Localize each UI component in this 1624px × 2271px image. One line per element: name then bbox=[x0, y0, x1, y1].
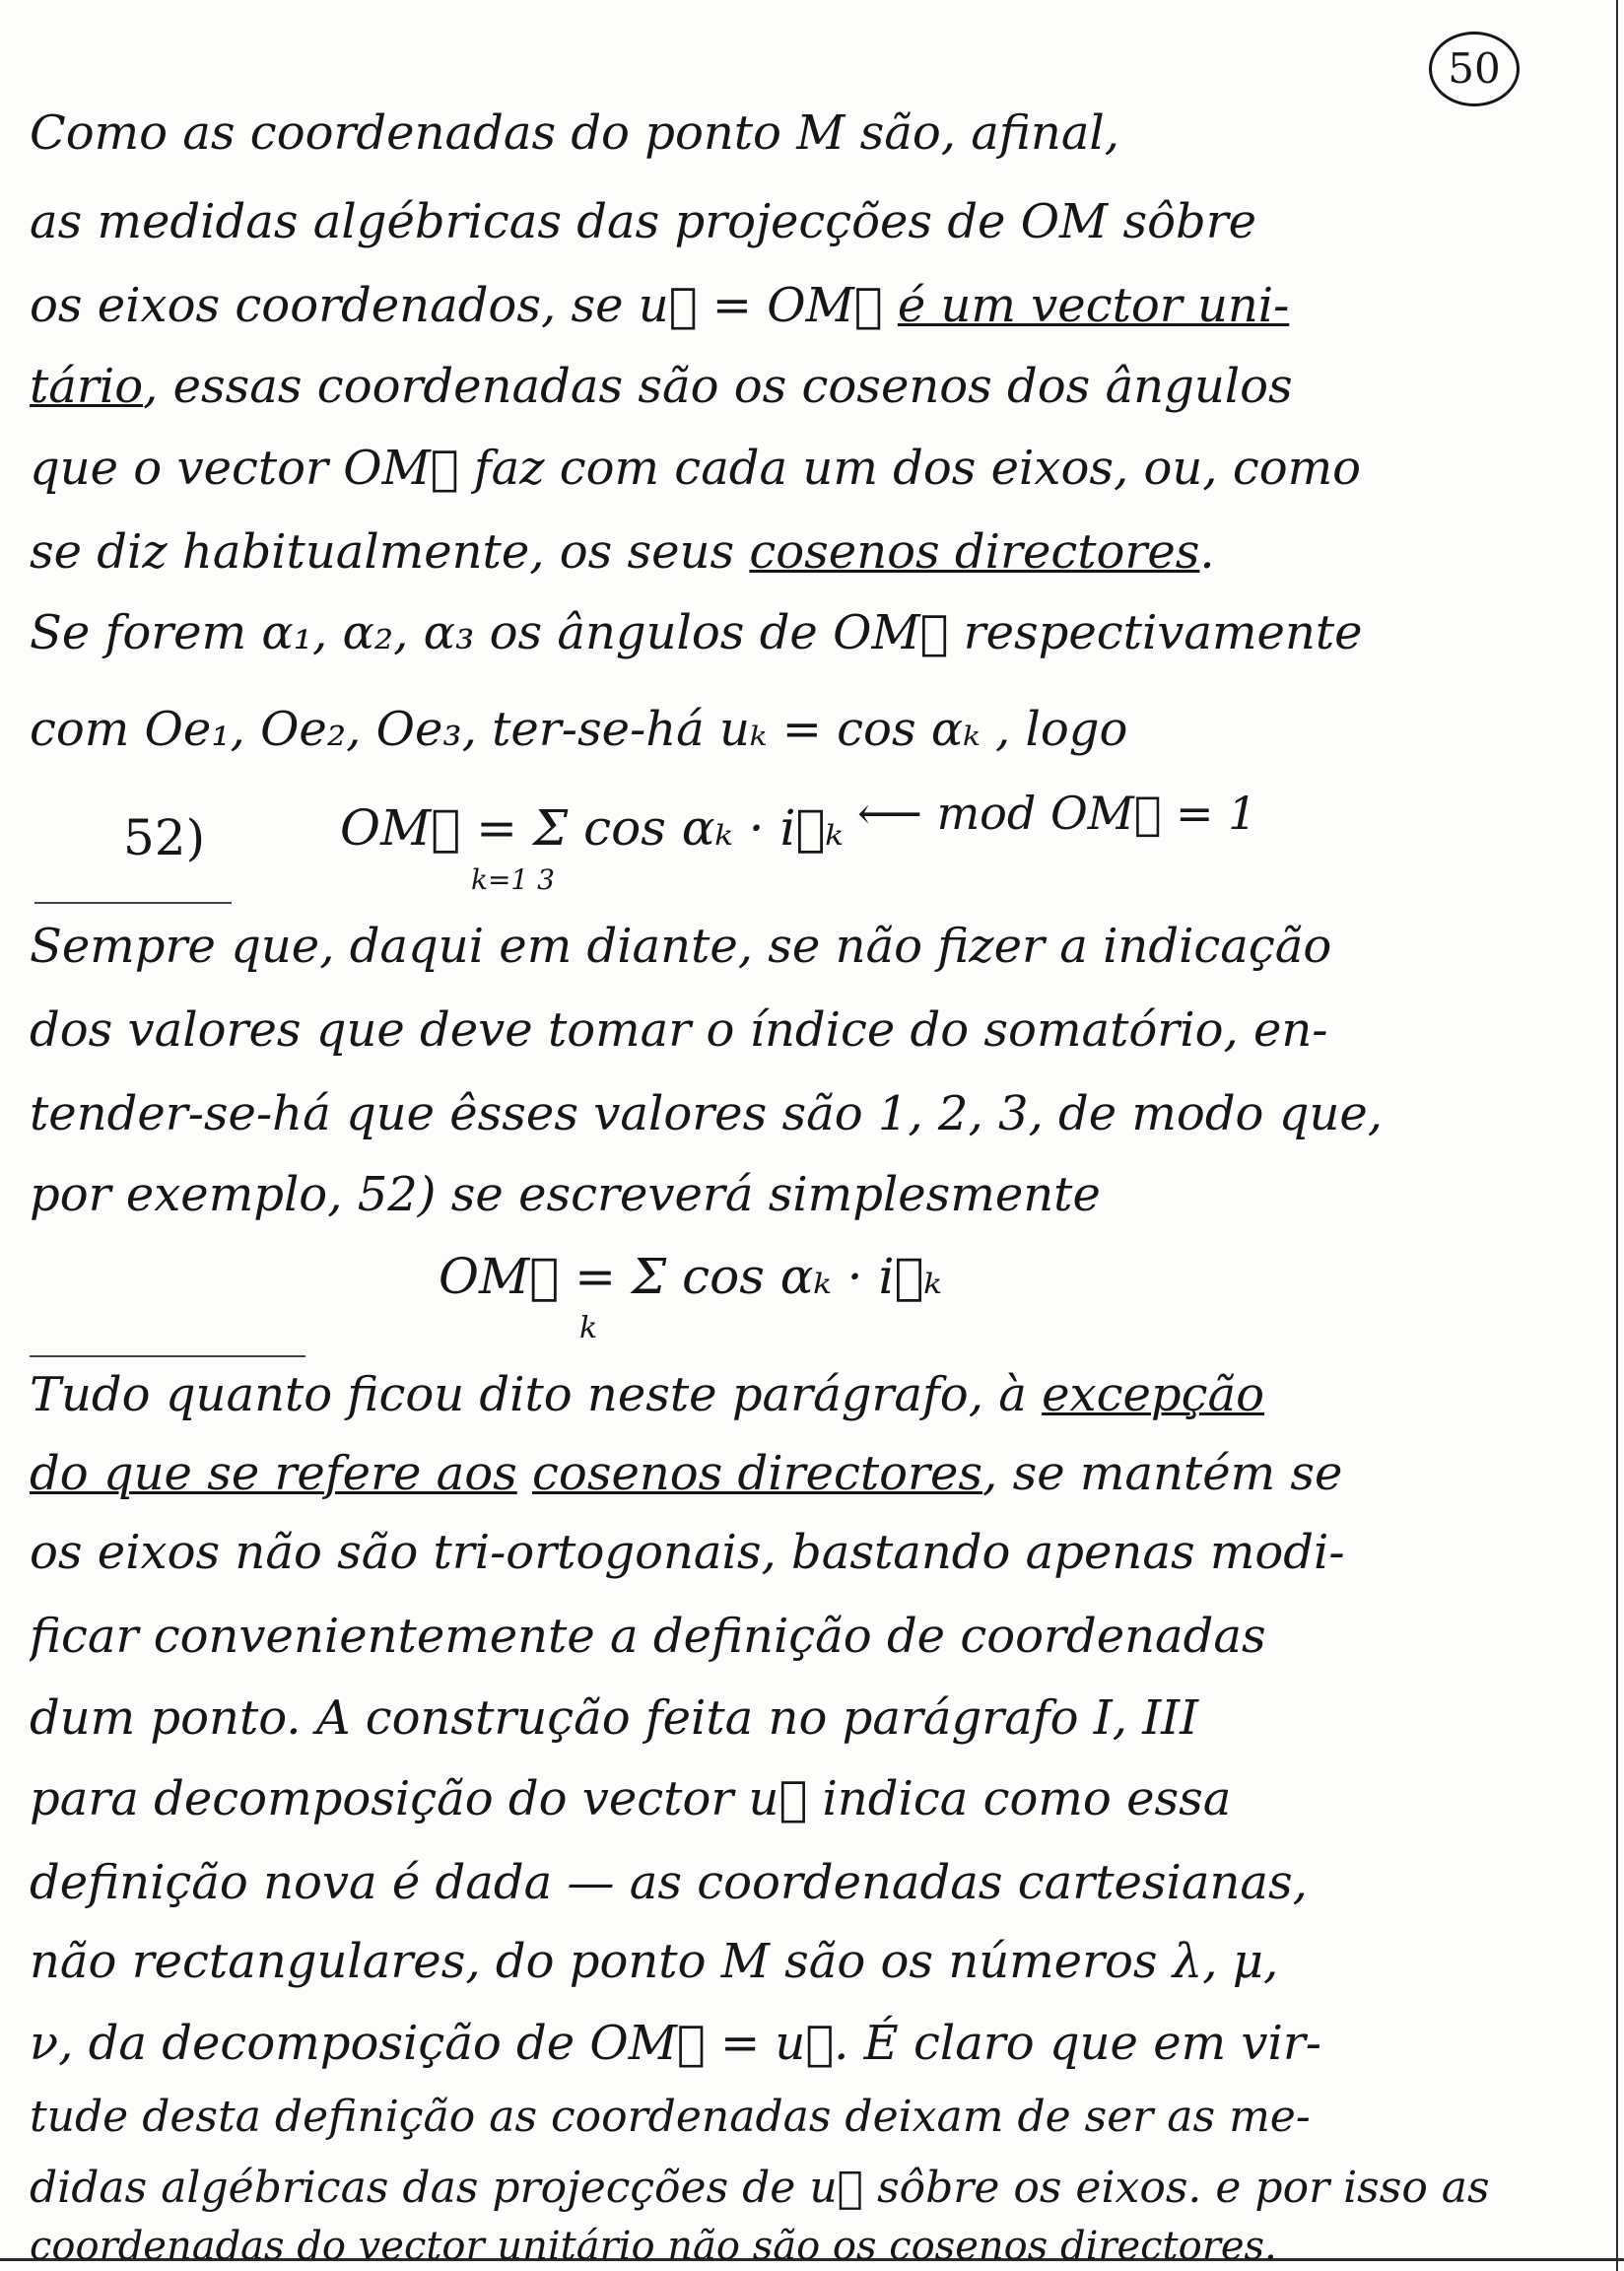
text-line: definição nova é dada — as coordenadas cartesianas, bbox=[30, 1855, 1308, 1910]
text-line: didas algébricas das projecções de u⃗ sôbre os eixos. e por isso as bbox=[30, 2163, 1490, 2213]
separator-line bbox=[34, 902, 232, 904]
equation-label: 52) bbox=[123, 809, 206, 866]
text-fragment: os eixos coordenados, se bbox=[30, 278, 624, 333]
text-fragment: , se mantém se bbox=[982, 1446, 1343, 1501]
text-line bbox=[30, 1365, 1585, 1424]
text-line: se diz habitualmente, os seus cosenos directores. bbox=[30, 524, 1215, 580]
page-number: 50 bbox=[1429, 32, 1520, 106]
summation-limits: k=1 3 bbox=[471, 863, 555, 896]
page-edge-right bbox=[1616, 0, 1618, 2271]
text-line: dum ponto. A construção feita no parágrafo I, III bbox=[30, 1690, 1199, 1746]
text-line: por exemplo, 52) se escreverá simplesmente bbox=[30, 1167, 1101, 1222]
text-line: Sempre que, daqui em diante, se não fizer a indicação bbox=[30, 919, 1332, 974]
underlined-term: do que se refere aos bbox=[30, 1446, 517, 1501]
text-line: os eixos não são tri-ortogonais, bastando apenas modi- bbox=[30, 1525, 1345, 1580]
text-line: com Oe₁, Oe₂, Oe₃, ter-se-há uₖ = cos αₖ , logo bbox=[30, 702, 1128, 757]
text-line: as medidas algébricas das projecções de OM sôbre bbox=[30, 194, 1257, 249]
underlined-term: cosenos directores bbox=[749, 524, 1200, 580]
vector-expression: u⃗ = OM⃗ bbox=[638, 278, 883, 333]
text-fragment: , essas coordenadas são os cosenos dos ângulos bbox=[143, 359, 1293, 414]
text-fragment: se diz habitualmente, os seus bbox=[30, 524, 735, 580]
text-line bbox=[30, 1444, 1585, 1503]
underlined-term: excepção bbox=[1042, 1367, 1264, 1422]
text-line: ν, da decomposição de OM⃗ = u⃗. É claro que em vir- bbox=[30, 2016, 1322, 2071]
text-line: não rectangulares, do ponto M são os números λ, μ, bbox=[30, 1934, 1279, 1989]
text-line: tender-se-há que êsses valores são 1, 2, 3, de modo que, bbox=[30, 1086, 1384, 1141]
underlined-term: tário bbox=[30, 359, 144, 414]
underlined-term: é um vector uni- bbox=[897, 278, 1290, 333]
text-line: para decomposição do vector u⃗ indica como essa bbox=[30, 1771, 1232, 1826]
text-line: tude desta definição as coordenadas deixam de ser as me- bbox=[30, 2092, 1311, 2142]
text-line: que o vector OM⃗ faz com cada um dos eixos, ou, como bbox=[30, 441, 1362, 496]
margin-note: ⟵ mod OM⃗ = 1 bbox=[857, 787, 1257, 840]
text-line: Como as coordenadas do ponto M são, afinal, bbox=[30, 105, 1120, 161]
text-line bbox=[30, 357, 1585, 416]
text-line: Se forem α₁, α₂, α₃ os ângulos de OM⃗ respectivamente bbox=[30, 605, 1363, 660]
equation: OM⃗ = Σ cos αₖ · i⃗ₖ bbox=[439, 1248, 942, 1305]
underlined-term: cosenos directores bbox=[532, 1446, 983, 1501]
summation-limits: k bbox=[579, 1311, 598, 1345]
equation: OM⃗ = Σ cos αₖ · i⃗ₖ bbox=[340, 799, 844, 857]
separator-line bbox=[30, 1355, 305, 1357]
text-line: dos valores que deve tomar o índice do somatório, en- bbox=[30, 1002, 1328, 1058]
text-line bbox=[30, 276, 1585, 335]
text-line: ficar convenientemente a definição de coordenadas bbox=[30, 1609, 1266, 1664]
text-fragment: Tudo quanto ficou dito neste parágrafo, à bbox=[30, 1367, 1027, 1422]
text-line: coordenadas do vector unitário não são os cosenos directores. bbox=[30, 2224, 1277, 2269]
